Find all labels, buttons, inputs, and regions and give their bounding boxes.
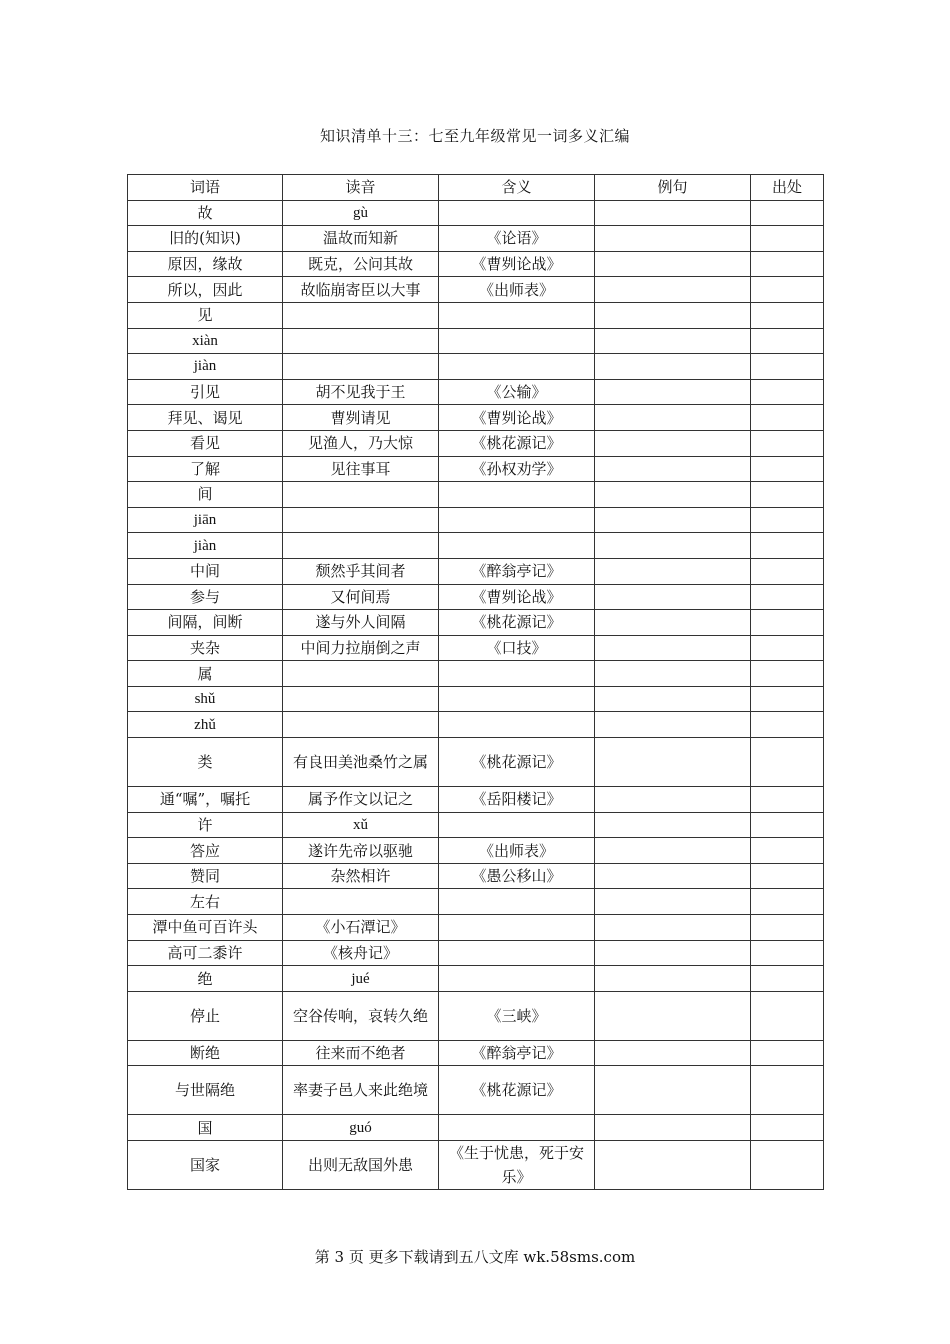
table-row	[128, 838, 824, 864]
cell-pronunciation: 又何间焉	[283, 584, 439, 610]
cell-source	[751, 251, 824, 277]
cell-example	[595, 712, 751, 738]
cell-meaning	[439, 915, 595, 941]
table-row	[128, 226, 824, 252]
cell-example	[595, 991, 751, 1040]
cell-example	[595, 787, 751, 813]
table-row	[128, 354, 824, 380]
table-row	[128, 430, 824, 456]
cell-example	[595, 584, 751, 610]
cell-source	[751, 533, 824, 559]
cell-source	[751, 915, 824, 941]
cell-word: shǔ	[128, 686, 283, 712]
cell-pronunciation: 空谷传响，哀转久绝	[283, 991, 439, 1040]
cell-meaning	[439, 686, 595, 712]
cell-source	[751, 456, 824, 482]
cell-pronunciation	[283, 889, 439, 915]
cell-meaning: 《岳阳楼记》	[439, 787, 595, 813]
cell-word: 看见	[128, 430, 283, 456]
cell-example	[595, 661, 751, 687]
table-row	[128, 863, 824, 889]
cell-word: 了解	[128, 456, 283, 482]
cell-meaning	[439, 328, 595, 354]
cell-source	[751, 787, 824, 813]
table-row	[128, 966, 824, 992]
table-row	[128, 379, 824, 405]
cell-word: 潭中鱼可百许头	[128, 915, 283, 941]
cell-source	[751, 430, 824, 456]
cell-source	[751, 354, 824, 380]
cell-meaning	[439, 302, 595, 328]
table-row	[128, 661, 824, 687]
cell-example	[595, 354, 751, 380]
cell-word: 拜见、谒见	[128, 405, 283, 431]
table-row	[128, 812, 824, 838]
cell-meaning	[439, 661, 595, 687]
cell-source	[751, 277, 824, 303]
cell-meaning: 《桃花源记》	[439, 738, 595, 787]
cell-source	[751, 940, 824, 966]
cell-meaning: 《桃花源记》	[439, 1066, 595, 1115]
cell-word: 与世隔绝	[128, 1066, 283, 1115]
cell-source	[751, 991, 824, 1040]
cell-example	[595, 379, 751, 405]
table-row	[128, 251, 824, 277]
cell-source	[751, 738, 824, 787]
cell-example	[595, 405, 751, 431]
cell-word: 见	[128, 302, 283, 328]
cell-meaning	[439, 889, 595, 915]
cell-pronunciation	[283, 686, 439, 712]
cell-meaning: 《论语》	[439, 226, 595, 252]
cell-pronunciation: 属予作文以记之	[283, 787, 439, 813]
page-footer: 第 3 页 更多下载请到五八文库 wk.58sms.com	[314, 1248, 636, 1266]
cell-word: jiàn	[128, 354, 283, 380]
cell-word: 所以，因此	[128, 277, 283, 303]
cell-source	[751, 200, 824, 226]
cell-meaning: 《出师表》	[439, 838, 595, 864]
cell-word: 间隔，间断	[128, 610, 283, 636]
cell-source	[751, 558, 824, 584]
cell-word: 引见	[128, 379, 283, 405]
cell-meaning: 《桃花源记》	[439, 610, 595, 636]
cell-example	[595, 686, 751, 712]
cell-source	[751, 507, 824, 533]
cell-pronunciation: 率妻子邑人来此绝境	[283, 1066, 439, 1115]
table-row	[128, 738, 824, 787]
cell-pronunciation	[283, 482, 439, 508]
table-row	[128, 456, 824, 482]
cell-word: 绝	[128, 966, 283, 992]
cell-word: 停止	[128, 991, 283, 1040]
cell-word: xiàn	[128, 328, 283, 354]
cell-word: jiān	[128, 507, 283, 533]
cell-meaning: 《口技》	[439, 635, 595, 661]
table-row	[128, 635, 824, 661]
table-row	[128, 533, 824, 559]
header-meaning: 含义	[439, 175, 595, 201]
cell-example	[595, 1115, 751, 1141]
cell-source	[751, 379, 824, 405]
cell-pronunciation: jué	[283, 966, 439, 992]
cell-meaning	[439, 966, 595, 992]
cell-pronunciation: gù	[283, 200, 439, 226]
cell-source	[751, 863, 824, 889]
table-row	[128, 482, 824, 508]
cell-pronunciation: 杂然相许	[283, 863, 439, 889]
cell-example	[595, 738, 751, 787]
polysemy-table	[127, 174, 824, 1190]
cell-meaning	[439, 354, 595, 380]
cell-pronunciation: 故临崩寄臣以大事	[283, 277, 439, 303]
table-row	[128, 610, 824, 636]
cell-source	[751, 635, 824, 661]
cell-meaning: 《生于忧患，死于安乐》	[439, 1141, 595, 1190]
cell-pronunciation: 遂许先帝以驱驰	[283, 838, 439, 864]
cell-meaning: 《醉翁亭记》	[439, 558, 595, 584]
cell-word: 参与	[128, 584, 283, 610]
table-row	[128, 889, 824, 915]
cell-meaning: 《出师表》	[439, 277, 595, 303]
page-title: 知识清单十三：七至九年级常见一词多义汇编	[319, 127, 630, 145]
table-row	[128, 1066, 824, 1115]
cell-example	[595, 838, 751, 864]
cell-word: 断绝	[128, 1040, 283, 1066]
header-word: 词语	[128, 175, 283, 201]
header-example: 例句	[595, 175, 751, 201]
cell-word: 赞同	[128, 863, 283, 889]
cell-source	[751, 328, 824, 354]
cell-pronunciation	[283, 328, 439, 354]
cell-pronunciation: 见渔人，乃大惊	[283, 430, 439, 456]
cell-example	[595, 533, 751, 559]
cell-meaning	[439, 482, 595, 508]
cell-word: 旧的(知识)	[128, 226, 283, 252]
cell-meaning: 《愚公移山》	[439, 863, 595, 889]
cell-meaning: 《曹刿论战》	[439, 405, 595, 431]
cell-source	[751, 405, 824, 431]
cell-pronunciation	[283, 507, 439, 533]
table-row	[128, 915, 824, 941]
cell-pronunciation: guó	[283, 1115, 439, 1141]
cell-meaning: 《三峡》	[439, 991, 595, 1040]
cell-source	[751, 1066, 824, 1115]
cell-meaning	[439, 812, 595, 838]
table-row	[128, 328, 824, 354]
cell-word: 属	[128, 661, 283, 687]
cell-pronunciation: 曹刿请见	[283, 405, 439, 431]
cell-example	[595, 302, 751, 328]
cell-pronunciation	[283, 354, 439, 380]
cell-example	[595, 610, 751, 636]
cell-example	[595, 966, 751, 992]
cell-pronunciation: xǔ	[283, 812, 439, 838]
table-row	[128, 712, 824, 738]
table-row	[128, 686, 824, 712]
cell-source	[751, 889, 824, 915]
cell-word: 中间	[128, 558, 283, 584]
cell-example	[595, 940, 751, 966]
cell-source	[751, 482, 824, 508]
cell-example	[595, 328, 751, 354]
cell-source	[751, 838, 824, 864]
cell-word: 原因，缘故	[128, 251, 283, 277]
cell-meaning	[439, 200, 595, 226]
cell-pronunciation	[283, 712, 439, 738]
table-header	[128, 175, 824, 201]
table-row	[128, 991, 824, 1040]
cell-meaning	[439, 940, 595, 966]
cell-pronunciation: 《小石潭记》	[283, 915, 439, 941]
cell-example	[595, 507, 751, 533]
table-body	[128, 200, 824, 1189]
cell-pronunciation: 温故而知新	[283, 226, 439, 252]
cell-word: 类	[128, 738, 283, 787]
cell-example	[595, 456, 751, 482]
cell-example	[595, 482, 751, 508]
cell-example	[595, 889, 751, 915]
table-row	[128, 787, 824, 813]
cell-example	[595, 635, 751, 661]
cell-source	[751, 1141, 824, 1190]
cell-pronunciation: 遂与外人间隔	[283, 610, 439, 636]
cell-pronunciation: 既克，公问其故	[283, 251, 439, 277]
table-row	[128, 1040, 824, 1066]
cell-example	[595, 277, 751, 303]
cell-source	[751, 1115, 824, 1141]
cell-source	[751, 226, 824, 252]
cell-pronunciation	[283, 661, 439, 687]
cell-word: 国	[128, 1115, 283, 1141]
cell-example	[595, 915, 751, 941]
cell-example	[595, 226, 751, 252]
cell-pronunciation: 往来而不绝者	[283, 1040, 439, 1066]
cell-example	[595, 430, 751, 456]
cell-word: zhǔ	[128, 712, 283, 738]
table-row	[128, 940, 824, 966]
cell-word: jiàn	[128, 533, 283, 559]
cell-pronunciation: 出则无敌国外患	[283, 1141, 439, 1190]
table-row	[128, 200, 824, 226]
cell-meaning	[439, 1115, 595, 1141]
cell-example	[595, 1141, 751, 1190]
table-row	[128, 507, 824, 533]
cell-word: 许	[128, 812, 283, 838]
header-pronunciation: 读音	[283, 175, 439, 201]
cell-word: 通“嘱”，嘱托	[128, 787, 283, 813]
cell-word: 国家	[128, 1141, 283, 1190]
cell-pronunciation: 见往事耳	[283, 456, 439, 482]
cell-meaning: 《曹刿论战》	[439, 251, 595, 277]
cell-example	[595, 251, 751, 277]
cell-word: 答应	[128, 838, 283, 864]
cell-meaning: 《曹刿论战》	[439, 584, 595, 610]
cell-meaning: 《公输》	[439, 379, 595, 405]
cell-pronunciation: 颓然乎其间者	[283, 558, 439, 584]
cell-meaning	[439, 712, 595, 738]
cell-example	[595, 812, 751, 838]
cell-pronunciation: 有良田美池桑竹之属	[283, 738, 439, 787]
cell-example	[595, 863, 751, 889]
cell-word: 夹杂	[128, 635, 283, 661]
cell-source	[751, 812, 824, 838]
cell-source	[751, 661, 824, 687]
cell-pronunciation: 中间力拉崩倒之声	[283, 635, 439, 661]
table-row	[128, 405, 824, 431]
table-row	[128, 1115, 824, 1141]
cell-example	[595, 1066, 751, 1115]
cell-word: 高可二黍许	[128, 940, 283, 966]
cell-example	[595, 558, 751, 584]
table-row	[128, 558, 824, 584]
cell-source	[751, 712, 824, 738]
cell-example	[595, 1040, 751, 1066]
cell-meaning: 《孙权劝学》	[439, 456, 595, 482]
cell-meaning: 《醉翁亭记》	[439, 1040, 595, 1066]
cell-word: 故	[128, 200, 283, 226]
cell-source	[751, 1040, 824, 1066]
cell-source	[751, 966, 824, 992]
table-header-row	[128, 175, 824, 201]
cell-example	[595, 200, 751, 226]
cell-word: 左右	[128, 889, 283, 915]
header-source: 出处	[751, 175, 824, 201]
cell-pronunciation	[283, 533, 439, 559]
table-row	[128, 302, 824, 328]
cell-meaning	[439, 507, 595, 533]
cell-pronunciation: 胡不见我于王	[283, 379, 439, 405]
cell-source	[751, 686, 824, 712]
cell-source	[751, 302, 824, 328]
cell-word: 间	[128, 482, 283, 508]
table-row	[128, 1141, 824, 1190]
cell-source	[751, 584, 824, 610]
table-row	[128, 277, 824, 303]
cell-pronunciation: 《核舟记》	[283, 940, 439, 966]
cell-meaning	[439, 533, 595, 559]
cell-meaning: 《桃花源记》	[439, 430, 595, 456]
table-row	[128, 584, 824, 610]
cell-pronunciation	[283, 302, 439, 328]
cell-source	[751, 610, 824, 636]
